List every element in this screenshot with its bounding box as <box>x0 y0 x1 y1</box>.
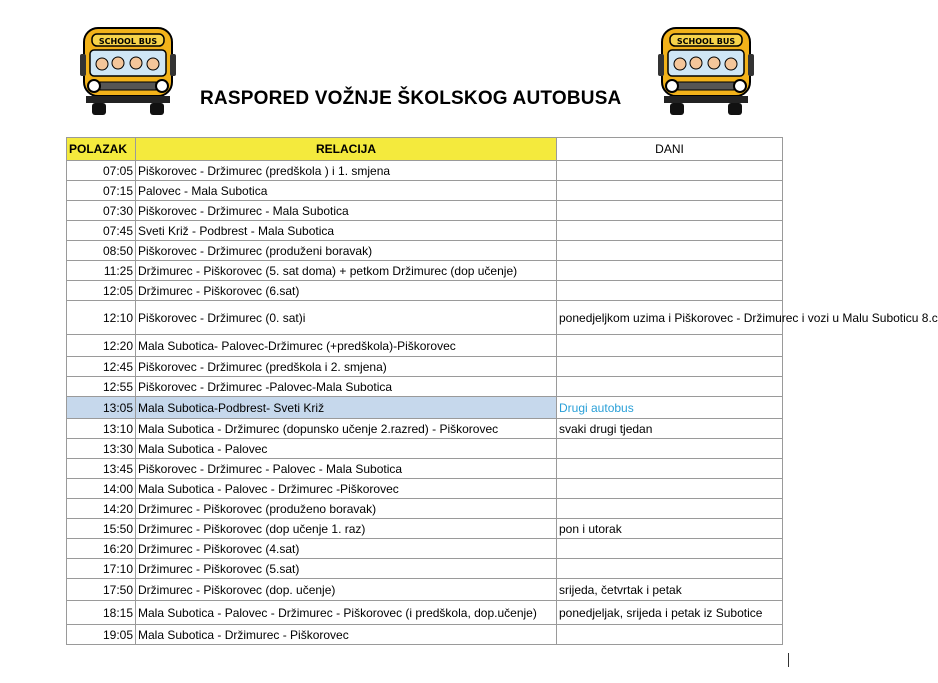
table-header-row <box>67 138 783 161</box>
table-row <box>67 301 783 335</box>
route-cell: Piškorovec - Držimurec (0. sat)i <box>136 301 557 335</box>
days-cell <box>557 261 783 281</box>
days-cell: ponedjeljkom uzima i Piškorovec - Držimurec i vozi u Malu Suboticu 8.c <box>557 301 783 335</box>
route-cell: Držimurec - Piškorovec (6.sat) <box>136 281 557 301</box>
table-row <box>67 281 783 301</box>
table-row <box>67 201 783 221</box>
header-departure: POLAZAK <box>67 138 136 161</box>
table-row <box>67 261 783 281</box>
schedule-rows <box>67 161 938 645</box>
days-cell <box>557 201 783 221</box>
departure-time-cell: 07:30 <box>67 201 136 221</box>
departure-time-cell: 12:20 <box>67 335 136 357</box>
departure-time-cell: 18:15 <box>67 601 136 625</box>
departure-time-cell: 11:25 <box>67 261 136 281</box>
route-cell: Držimurec - Piškorovec (dop učenje 1. raz) <box>136 519 557 539</box>
departure-time-cell: 15:50 <box>67 519 136 539</box>
header-days: DANI <box>557 138 783 161</box>
table-row <box>67 625 783 645</box>
table-row <box>67 559 783 579</box>
route-cell: Mala Subotica - Držimurec (dopunsko učenje 2.razred) - Piškorovec <box>136 419 557 439</box>
days-cell <box>557 161 783 181</box>
departure-time-cell: 12:55 <box>67 377 136 397</box>
days-cell <box>557 281 783 301</box>
days-cell <box>557 479 783 499</box>
route-cell: Piškorovec - Držimurec - Mala Subotica <box>136 201 557 221</box>
route-cell: Držimurec - Piškorovec (4.sat) <box>136 539 557 559</box>
days-cell: svaki drugi tjedan <box>557 419 783 439</box>
table-row <box>67 181 783 201</box>
route-cell: Palovec - Mala Subotica <box>136 181 557 201</box>
route-cell: Mala Subotica - Palovec <box>136 439 557 459</box>
route-cell: Držimurec - Piškorovec (dop. učenje) <box>136 579 557 601</box>
days-cell <box>557 459 783 479</box>
table-row <box>67 519 783 539</box>
days-cell <box>557 335 783 357</box>
route-cell: Piškorovec - Držimurec -Palovec-Mala Subotica <box>136 377 557 397</box>
table-row <box>67 397 783 419</box>
departure-time-cell: 07:05 <box>67 161 136 181</box>
table-row <box>67 579 783 601</box>
bus-schedule-table <box>66 137 938 645</box>
route-cell: Mala Subotica - Držimurec - Piškorovec <box>136 625 557 645</box>
route-cell: Mala Subotica-Podbrest- Sveti Križ <box>136 397 557 419</box>
route-cell: Držimurec - Piškorovec (5. sat doma) + petkom Držimurec (dop učenje) <box>136 261 557 281</box>
table-row <box>67 221 783 241</box>
departure-time-cell: 19:05 <box>67 625 136 645</box>
route-cell: Piškorovec - Držimurec (produženi boravak) <box>136 241 557 261</box>
days-cell: Drugi autobus <box>557 397 783 419</box>
departure-time-cell: 13:10 <box>67 419 136 439</box>
table-row <box>67 539 783 559</box>
table-row <box>67 377 783 397</box>
departure-time-cell: 13:45 <box>67 459 136 479</box>
departure-time-cell: 13:30 <box>67 439 136 459</box>
table-row <box>67 241 783 261</box>
days-cell: ponedjeljak, srijeda i petak iz Subotice <box>557 601 783 625</box>
route-cell: Sveti Križ - Podbrest - Mala Subotica <box>136 221 557 241</box>
route-cell: Piškorovec - Držimurec - Palovec - Mala Subotica <box>136 459 557 479</box>
table-row <box>67 335 783 357</box>
departure-time-cell: 12:05 <box>67 281 136 301</box>
departure-time-cell: 14:00 <box>67 479 136 499</box>
page-title: RASPORED VOŽNJE ŠKOLSKOG AUTOBUSA <box>200 88 622 109</box>
svg-text:SCHOOL BUS: SCHOOL BUS <box>676 37 736 46</box>
header-route: RELACIJA <box>136 138 557 161</box>
departure-time-cell: 07:45 <box>67 221 136 241</box>
route-cell: Mala Subotica- Palovec-Držimurec (+predškola)-Piškorovec <box>136 335 557 357</box>
route-cell: Piškorovec - Držimurec (predškola ) i 1. smjena <box>136 161 557 181</box>
table-row <box>67 499 783 519</box>
departure-time-cell: 12:10 <box>67 301 136 335</box>
days-cell <box>557 181 783 201</box>
days-cell <box>557 357 783 377</box>
days-cell <box>557 539 783 559</box>
days-cell <box>557 241 783 261</box>
departure-time-cell: 14:20 <box>67 499 136 519</box>
departure-time-cell: 07:15 <box>67 181 136 201</box>
route-cell: Mala Subotica - Palovec - Držimurec -Piškorovec <box>136 479 557 499</box>
table-row <box>67 479 783 499</box>
departure-time-cell: 13:05 <box>67 397 136 419</box>
route-cell: Držimurec - Piškorovec (5.sat) <box>136 559 557 579</box>
table-row <box>67 601 783 625</box>
days-cell: pon i utorak <box>557 519 783 539</box>
school-bus-illustration-right <box>656 20 756 120</box>
departure-time-cell: 12:45 <box>67 357 136 377</box>
days-cell: srijeda, četvrtak i petak <box>557 579 783 601</box>
table-row <box>67 459 783 479</box>
school-bus-illustration-left <box>78 20 178 120</box>
table-row <box>67 419 783 439</box>
days-cell <box>557 499 783 519</box>
departure-time-cell: 08:50 <box>67 241 136 261</box>
route-cell: Mala Subotica - Palovec - Držimurec - Piškorovec (i predškola, dop.učenje) <box>136 601 557 625</box>
days-cell <box>557 439 783 459</box>
route-cell: Piškorovec - Držimurec (predškola i 2. smjena) <box>136 357 557 377</box>
days-cell <box>557 221 783 241</box>
departure-time-cell: 16:20 <box>67 539 136 559</box>
table-row <box>67 439 783 459</box>
days-cell <box>557 377 783 397</box>
departure-time-cell: 17:50 <box>67 579 136 601</box>
days-cell <box>557 625 783 645</box>
table-row <box>67 357 783 377</box>
departure-time-cell: 17:10 <box>67 559 136 579</box>
days-cell <box>557 559 783 579</box>
route-cell: Držimurec - Piškorovec (produženo boravak) <box>136 499 557 519</box>
svg-text:SCHOOL BUS: SCHOOL BUS <box>98 37 158 46</box>
table-row <box>67 161 783 181</box>
cell-cursor-mark <box>788 653 789 667</box>
